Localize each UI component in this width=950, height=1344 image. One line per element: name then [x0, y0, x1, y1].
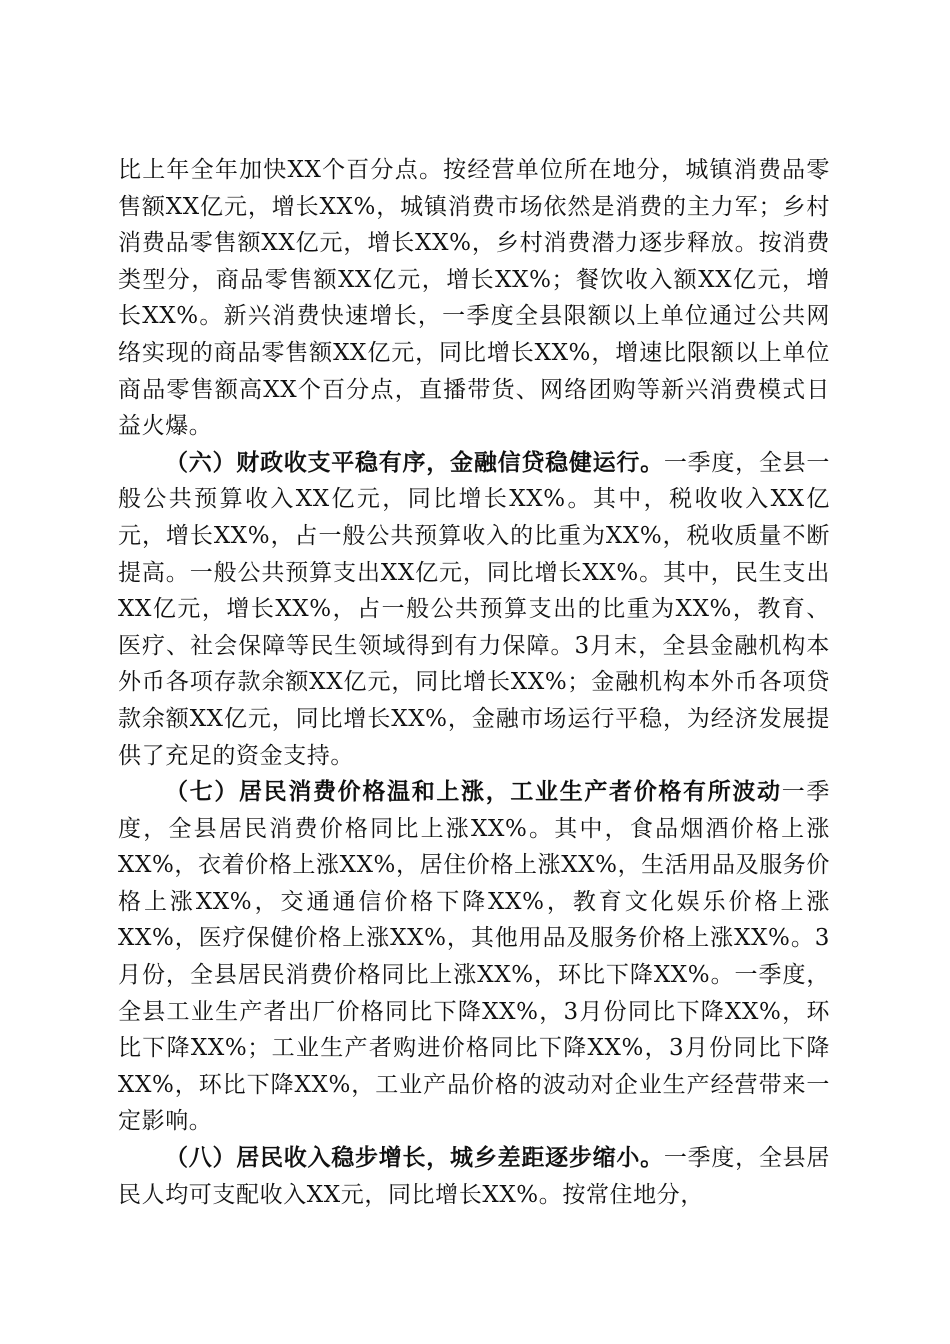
document-body [118, 152, 830, 1213]
paragraph-income [118, 1140, 830, 1213]
paragraph-text: 比上年全年加快XX个百分点。按经营单位所在地分，城镇消费品零售额XX亿元，增长XX%，城镇消费市场依然是消费的主力军；乡村消费品零售额XX亿元，增长XX%，乡村消费潜力逐步释放。按消费类型分，商品零售额XX亿元，增长XX%；餐饮收入额XX亿元，增长XX%。新兴消费快速增长，一季度全县限额以上单位通过公共网络实现的商品零售额XX亿元，同比增长XX%，增速比限额以上单位商品零售额高XX个百分点，直播带货、网络团购等新兴消费模式日益火爆。 [118, 157, 830, 440]
section-heading-6: （六）财政收支平稳有序，金融信贷稳健运行。 [165, 448, 664, 476]
paragraph-prices [118, 774, 830, 1140]
paragraph-consumption-continued [118, 152, 830, 445]
section-heading-7: （七）居民消费价格温和上涨，工业生产者价格有所波动 [165, 778, 782, 806]
paragraph-fiscal-finance [118, 445, 830, 774]
section-heading-8: （八）居民收入稳步增长，城乡差距逐步缩小。 [165, 1144, 664, 1172]
paragraph-text: 一季度，全县居民人均可支配收入XX元，同比增长XX%。按常住地分， [118, 1145, 830, 1208]
paragraph-text: 一季度，全县一般公共预算收入XX亿元，同比增长XX%。其中，税收收入XX亿元，增长XX%，占一般公共预算收入的比重为XX%，税收质量不断提高。一般公共预算支出XX亿元，同比增长XX%。其中，民生支出XX亿元，增长XX%，占一般公共预算支出的比重为XX%，教育、医疗、社会保障等民生领域得到有力保障。3月末，全县金融机构本外币各项存款余额XX亿元，同比增长XX%；金融机构本外币各项贷款余额XX亿元，同比增长XX%，金融市场运行平稳，为经济发展提供了充足的资金支持。 [118, 449, 830, 769]
paragraph-text: 一季度，全县居民消费价格同比上涨XX%。其中，食品烟酒价格上涨XX%，衣着价格上涨XX%，居住价格上涨XX%，生活用品及服务价格上涨XX%，交通通信价格下降XX%，教育文化娱乐价格上涨XX%，医疗保健价格上涨XX%，其他用品及服务价格上涨XX%。3月份，全县居民消费价格同比上涨XX%，环比下降XX%。一季度，全县工业生产者出厂价格同比下降XX%，3月份同比下降XX%，环比下降XX%；工业生产者购进价格同比下降XX%，3月份同比下降XX%，环比下降XX%，工业产品价格的波动对企业生产经营带来一定影响。 [118, 779, 831, 1135]
